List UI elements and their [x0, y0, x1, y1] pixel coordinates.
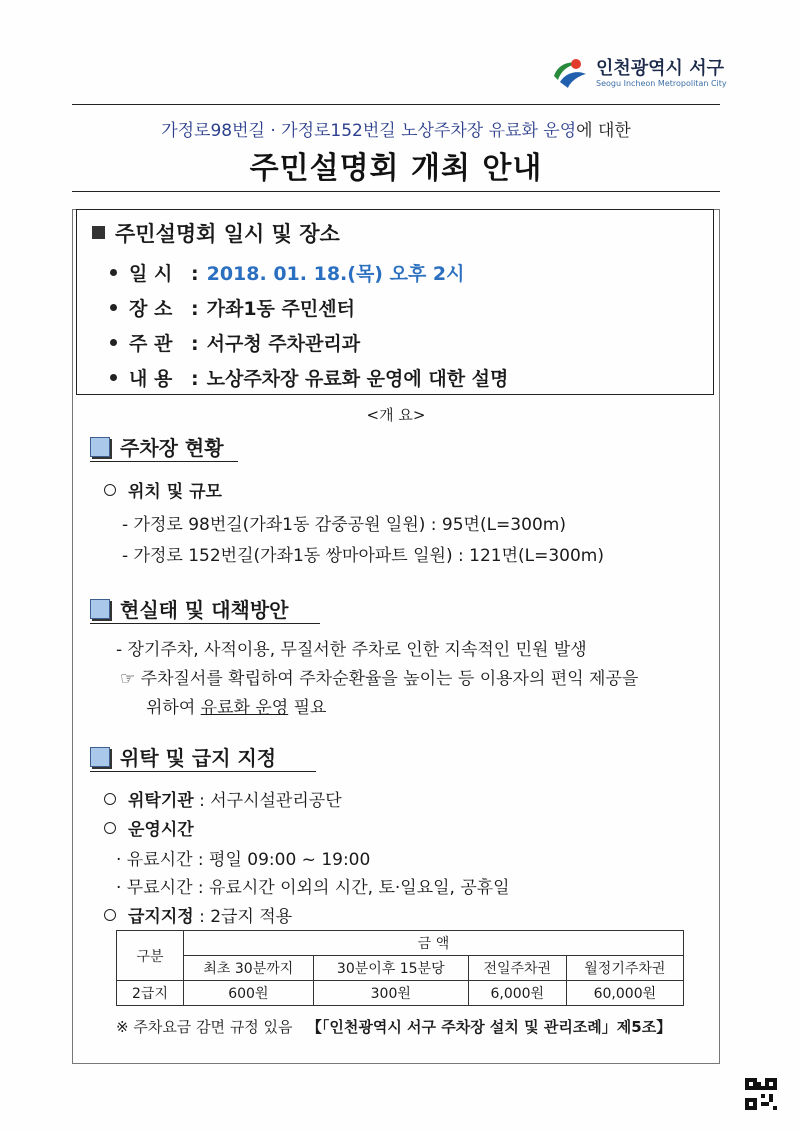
- grade-label: 급지지정: [128, 907, 194, 927]
- table-row: [117, 956, 684, 981]
- section-heading-parking: [90, 432, 224, 461]
- title-rule: [72, 191, 720, 192]
- sub-grade: [104, 902, 292, 927]
- info-row-place: 장 소 : 가좌1동 주민센터: [110, 294, 355, 321]
- circle-bullet-icon: [104, 484, 116, 496]
- info-row-host: 주 관 : 서구청 주차관리과: [110, 329, 360, 356]
- info-heading: [92, 218, 340, 248]
- page-title: 주민설명회 개최 안내: [249, 151, 543, 186]
- section-heading-text: 현실태 및 대책방안: [120, 598, 289, 622]
- fee-note: [116, 1016, 671, 1037]
- section-heading-text: 위탁 및 급지 지정: [120, 746, 277, 770]
- table-cell: 60,000원: [566, 981, 683, 1006]
- info-value: 2018. 01. 18.(목) 오후 2시: [206, 263, 465, 285]
- bullet-icon: [110, 374, 117, 381]
- table-row: [117, 981, 684, 1006]
- table-cell: 6,000원: [468, 981, 566, 1006]
- agency-label: 위탁기관: [128, 791, 194, 811]
- section-square-icon: [90, 747, 110, 767]
- info-label: 내 용: [129, 368, 173, 390]
- sub-agency: [104, 786, 342, 811]
- section-heading-status: [90, 594, 289, 623]
- info-value: 서구청 주차관리과: [206, 333, 361, 355]
- circle-bullet-icon: [104, 793, 116, 805]
- status-line2-post: 필요: [288, 698, 327, 718]
- section-underline: [90, 623, 320, 624]
- table-row: [117, 931, 684, 956]
- section-square-icon: [90, 599, 110, 619]
- hours-label: 운영시간: [128, 820, 194, 840]
- status-item: - 장기주차, 사적이용, 무질서한 주차로 인한 지속적인 민원 발생: [116, 640, 587, 660]
- top-rule: [72, 104, 720, 105]
- sub-label: 위치 및 규모: [128, 482, 222, 502]
- logo-name: 인천광역시 서구: [596, 58, 724, 79]
- section-underline: [90, 461, 238, 462]
- grade-value: : 2급지 적용: [193, 907, 293, 927]
- parking-item-152: - 가정로 152번길(가좌1동 쌍마아파트 일원) : 121면(L=300m): [122, 546, 604, 566]
- pointing-hand-icon: ☞: [120, 669, 136, 689]
- section-heading-text: 주차장 현황: [120, 436, 224, 460]
- status-line2-pre: 위하여: [146, 698, 201, 718]
- circle-bullet-icon: [104, 909, 116, 921]
- info-value: 가좌1동 주민센터: [206, 298, 355, 320]
- table-cell: 2급지: [117, 981, 184, 1006]
- table-header-cell: 최초 30분까지: [184, 956, 314, 981]
- section-heading-consign: [90, 742, 276, 771]
- subtitle: [72, 116, 720, 141]
- info-label: 주 관: [129, 333, 173, 355]
- sub-location: [104, 477, 222, 502]
- section-underline: [90, 771, 316, 772]
- parking-item-98: - 가정로 98번길(가좌1동 감중공원 일원) : 95면(L=300m): [122, 515, 566, 535]
- paid-hours: · 유료시간 : 평일 09:00 ~ 19:00: [116, 850, 371, 870]
- info-label: 일 시: [129, 263, 173, 285]
- qr-code-icon: [745, 1078, 777, 1110]
- square-bullet-icon: [92, 226, 105, 239]
- bullet-icon: [110, 269, 117, 276]
- fee-table: [116, 930, 684, 1006]
- table-cell: 300원: [313, 981, 468, 1006]
- table-header-cell: 30분이후 15분당: [313, 956, 468, 981]
- status-line1: 주차질서를 확립하여 주차순환율을 높이는 등 이용자의 편익 제공을: [140, 669, 639, 689]
- status-pointer-line: [120, 664, 638, 689]
- sub-hours: [104, 815, 194, 840]
- subtitle-rest: 에 대한: [576, 121, 631, 141]
- info-row-content: 내 용 : 노상주차장 유료화 운영에 대한 설명: [110, 364, 508, 391]
- section-square-icon: [90, 437, 110, 457]
- logo-english: Seogu Incheon Metropolitan City: [596, 79, 727, 88]
- subtitle-highlight: 가정로98번길 · 가정로152번길 노상주차장 유료화 운영: [161, 121, 577, 141]
- status-line2: [146, 693, 326, 718]
- table-cell: 600원: [184, 981, 314, 1006]
- info-value: 노상주차장 유료화 운영에 대한 설명: [206, 368, 509, 390]
- info-heading-text: 주민설명회 일시 및 장소: [115, 222, 340, 246]
- table-header-cell: 구분: [117, 931, 184, 981]
- info-label: 장 소: [129, 298, 173, 320]
- free-hours: · 무료시간 : 유료시간 이외의 시간, 토·일요일, 공휴일: [116, 878, 510, 898]
- bullet-icon: [110, 304, 117, 311]
- note-reference: 【「인천광역시 서구 주차장 설치 및 관리조례」제5조】: [306, 1018, 672, 1036]
- circle-bullet-icon: [104, 822, 116, 834]
- note-lead: ※ 주차요금 감면 규정 있음: [116, 1018, 293, 1036]
- underlined-text: 유료화 운영: [200, 698, 289, 718]
- table-header-cell: 전일주차권: [468, 956, 566, 981]
- overview-label: <개 요>: [366, 406, 426, 424]
- seogu-logo: [550, 52, 750, 98]
- bullet-icon: [110, 339, 117, 346]
- table-header-cell: 금 액: [184, 931, 684, 956]
- seogu-emblem-icon: [550, 52, 590, 92]
- info-row-date: 일 시 : 2018. 01. 18.(목) 오후 2시: [110, 259, 465, 286]
- table-header-cell: 월정기주차권: [566, 956, 683, 981]
- agency-value: : 서구시설관리공단: [193, 791, 342, 811]
